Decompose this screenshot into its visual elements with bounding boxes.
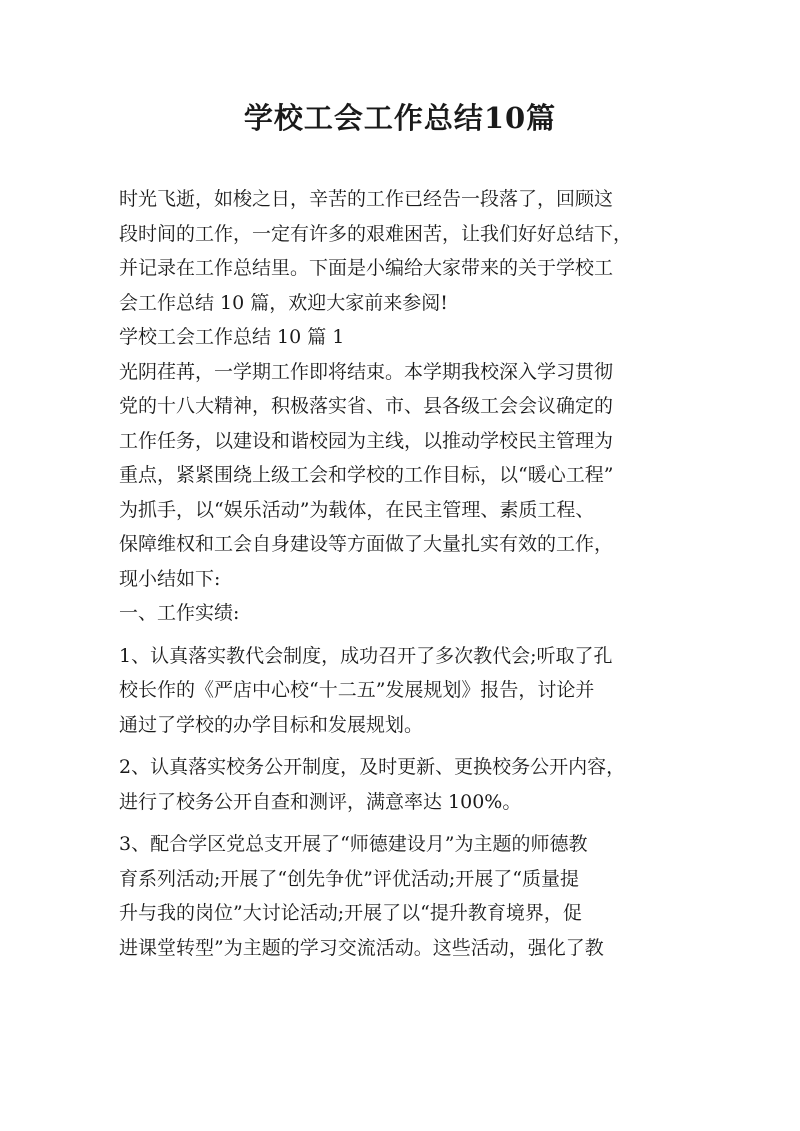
intro-line: 时光飞逝，如梭之日，辛苦的工作已经告一段落了，回顾这 (119, 188, 614, 210)
subheading-work-results: 一、工作实绩: (119, 602, 240, 624)
item-line: 3、配合学区党总支开展了“师德建设月”为主题的师德教 (119, 833, 588, 855)
item-line: 通过了学校的办学目标和发展规划。 (119, 713, 424, 736)
section-heading: 学校工会工作总结 10 篇 1 (119, 326, 345, 348)
section-line: 党的十八大精神，积极落实省、市、县各级工会会议确定的 (119, 395, 614, 417)
section-line: 为抓手，以“娱乐活动”为载体，在民主管理、素质工程、 (119, 498, 595, 521)
document-body (119, 182, 683, 965)
item-line: 2、认真落实校务公开制度，及时更新、更换校务公开内容， (119, 756, 626, 778)
list-item-1 (119, 639, 683, 743)
item-line: 进行了校务公开自查和测评，满意率达 100%。 (119, 790, 522, 813)
intro-line: 会工作总结 10 篇，欢迎大家前来参阅! (119, 291, 448, 314)
section-line: 工作任务，以建设和谐校园为主线，以推动学校民主管理为 (119, 429, 614, 452)
item-line: 育系列活动;开展了“创先争优”评优活动;开展了“质量提 (119, 867, 579, 890)
intro-paragraph (119, 182, 683, 320)
item-line: 进课堂转型”为主题的学习交流活动。这些活动，强化了教 (119, 936, 604, 959)
item-line: 校长作的《严店中心校“十二五”发展规划》报告，讨论并 (119, 679, 595, 701)
list-item-2 (119, 750, 683, 819)
intro-line: 并记录在工作总结里。下面是小编给大家带来的关于学校工 (119, 257, 614, 279)
section-line: 保障维权和工会自身建设等方面做了大量扎实有效的工作， (119, 533, 614, 555)
item-line: 1、认真落实教代会制度，成功召开了多次教代会;听取了孔 (119, 644, 613, 667)
intro-line: 段时间的工作，一定有许多的艰难困苦，让我们好好总结下， (119, 222, 633, 245)
section-line: 现小结如下: (119, 567, 221, 590)
item-line: 升与我的岗位”大讨论活动;开展了以“提升教育境界，促 (119, 902, 582, 924)
section-line: 光阴荏苒，一学期工作即将结束。本学期我校深入学习贯彻 (119, 360, 614, 383)
list-item-3 (119, 827, 683, 965)
section-paragraph (119, 355, 683, 597)
section-line: 重点，紧紧围绕上级工会和学校的工作目标，以“暖心工程” (119, 464, 614, 486)
document-title: 学校工会工作总结10篇 (243, 101, 557, 135)
